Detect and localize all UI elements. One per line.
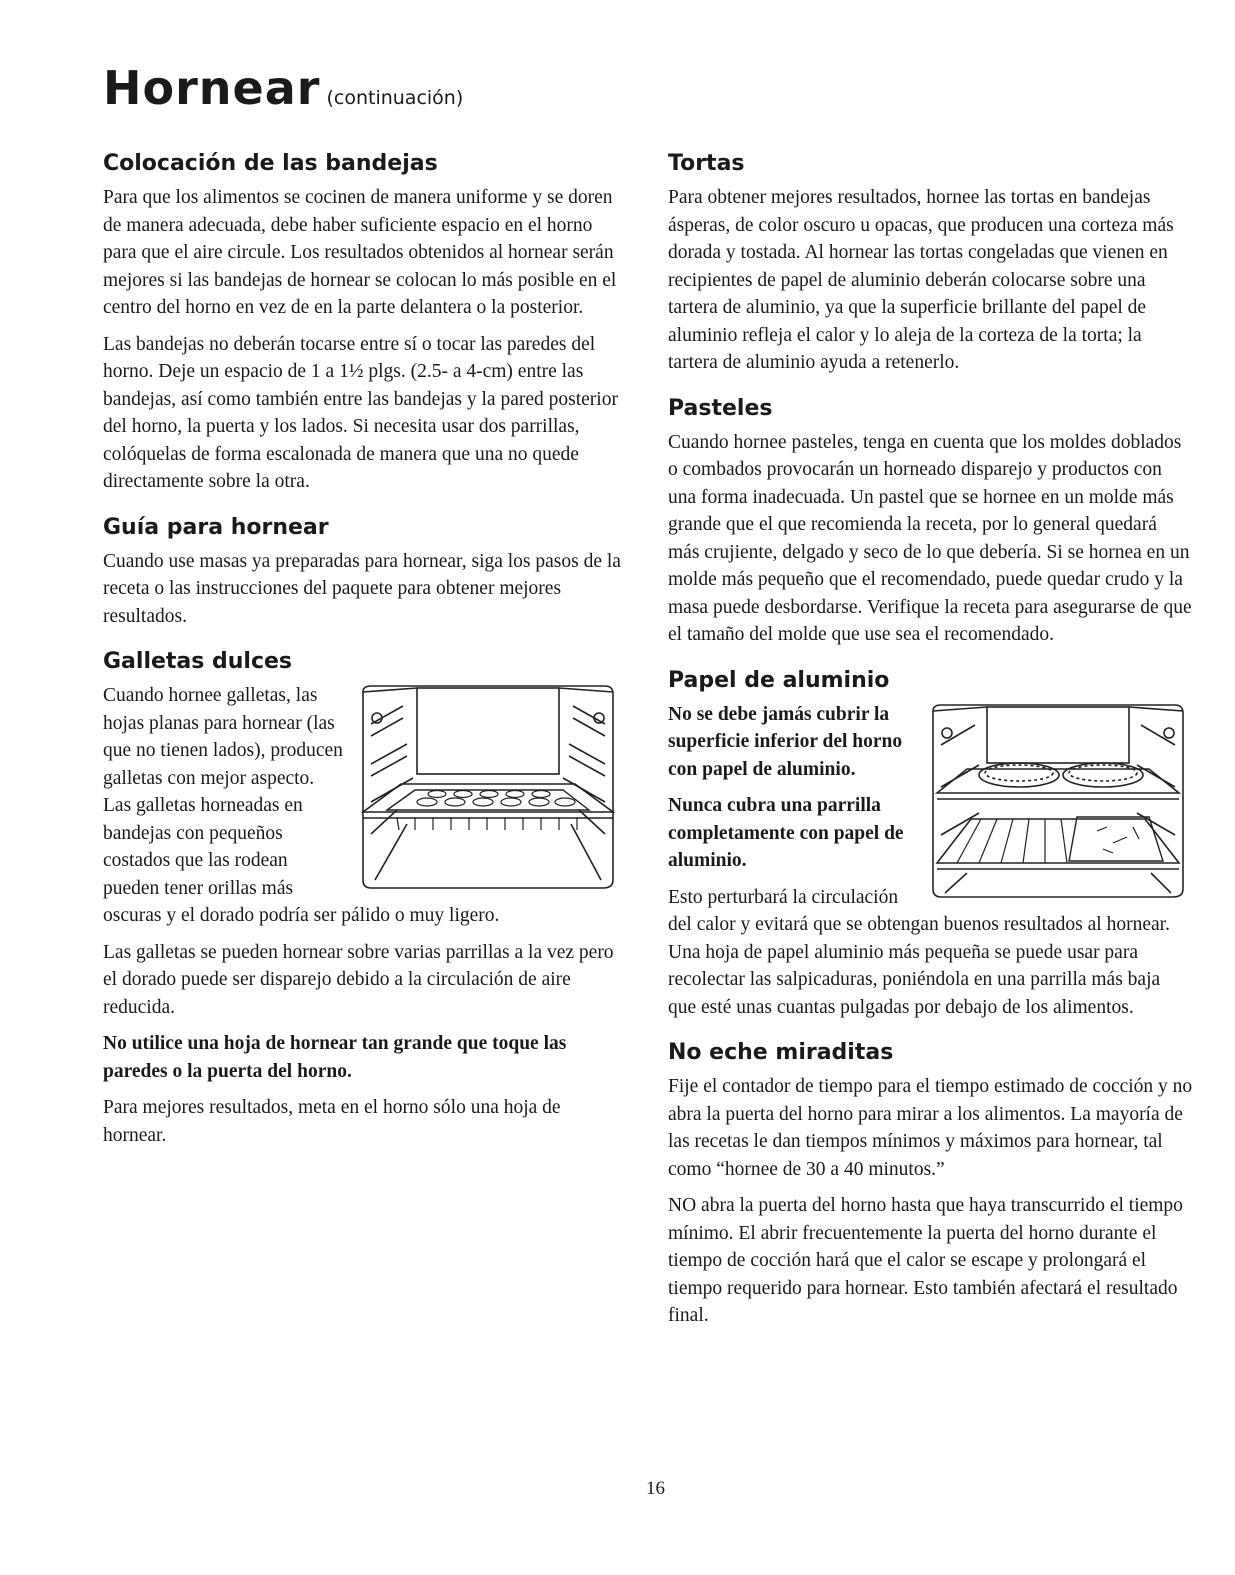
paragraph: Para que los alimentos se cocinen de manera uniforme y se doren de manera adecuada, debe haber suficiente espacio en el horno para que el aire circule. Los resultados obtenidos al hornear serán mejores si las bandejas de hornear se colocan lo más posible en el centro del horno en vez de en la parte delantera o la posterior. xyxy=(103,187,617,318)
page-number: 16 xyxy=(646,1478,665,1499)
heading-pasteles: Pasteles xyxy=(668,395,773,421)
paragraph: Cuando hornee pasteles, tenga en cuenta que los moldes doblados o combados provocarán un horneado disparejo y productos con una forma inadecuada. Un pastel que se hornee en un molde más grande que el que recomienda la receta, por lo general quedará más crujiente, delgado y seco de lo que debería. Si se hornea en un molde más pequeño que el recomendado, puede quedar crudo y la masa puede desbordarse. Verifique la receta para asegurarse de que el tamaño del molde que use sea el recomendado. xyxy=(668,431,1192,645)
oven-cookies-icon xyxy=(357,684,619,894)
page-title-text: Hornear xyxy=(103,61,321,115)
section-miraditas xyxy=(668,1039,1193,1330)
heading-galletas: Galletas dulces xyxy=(103,649,293,674)
section-guia xyxy=(103,514,623,631)
section-galletas xyxy=(103,648,623,1149)
warning-paragraph: No se debe jamás cubrir la superficie inferior del horno con papel de aluminio. xyxy=(668,703,903,780)
page-title xyxy=(103,58,463,128)
warning-paragraph: Nunca cubra una parrilla completamente con papel de aluminio. xyxy=(668,795,904,871)
heading-miraditas: No eche miraditas xyxy=(668,1040,894,1065)
warning-paragraph: No utilice una hoja de hornear tan grande que toque las paredes o la puerta del horno. xyxy=(103,1033,567,1082)
paragraph: Para obtener mejores resultados, hornee las tortas en bandejas ásperas, de color oscuro u opacas, que producen una corteza más dorada y tostada. Al hornear las tortas congeladas que vienen en recipientes de papel de aluminio deberán colocarse sobre una tartera de aluminio, ya que la superficie brillante del papel de aluminio refleja el calor y lo aleja de la corteza de la torta; la tartera de aluminio ayuda a retenerlo. xyxy=(668,187,1174,373)
aluminum-foil-oven-illustration xyxy=(927,703,1189,903)
page-subtitle: (continuación) xyxy=(326,87,464,109)
paragraph: Cuando hornee galletas, las hojas planas para hornear (las que no tienen lados), producen galletas con mejor aspecto. Las galletas horneadas en bandejas con pequeños costados que las rodean pueden tener orillas más oscuras y el dorado podría ser pálido o muy ligero. xyxy=(103,685,500,926)
paragraph: Para mejores resultados, meta en el horno sólo una hoja de hornear. xyxy=(103,1097,561,1146)
cookie-sheet-oven-illustration xyxy=(357,684,619,894)
paragraph: Las galletas se pueden hornear sobre varias parrillas a la vez pero el dorado puede ser disparejo debido a la circulación de aire reducida. xyxy=(103,941,614,1018)
section-tortas xyxy=(668,150,1193,377)
heading-guia: Guía para hornear xyxy=(103,514,329,540)
paragraph: Las bandejas no deberán tocarse entre sí o tocar las paredes del horno. Deje un espacio de 1 a 1½ plgs. (2.5- a 4-cm) entre las bandejas, así como también entre las bandejas y la pared posterior del horno, la puerta y los lados. Si necesita usar dos parrillas, colóquelas de forma escalonada de manera que una no quede directamente sobre la otra. xyxy=(103,333,618,492)
heading-colocacion: Colocación de las bandejas xyxy=(103,151,438,176)
paragraph: Cuando use masas ya preparadas para hornear, siga los pasos de la receta o las instrucciones del paquete para obtener mejores resultados. xyxy=(103,550,621,627)
paragraph: NO abra la puerta del horno hasta que haya transcurrido el tiempo mínimo. El abrir frecuentemente la puerta del horno durante el tiempo de cocción hará que el calor se escape y prolongará el tiempo requerido para hornear. Esto también afectará el resultado final. xyxy=(668,1195,1183,1326)
paragraph: Esto perturbará la circulación del calor y evitará que se obtengan buenos resultados al hornear. Una hoja de papel aluminio más pequeña se puede usar para recolectar las salpicaduras, poniéndola en una parrilla más baja que esté unas cuantas pulgadas por debajo de los alimentos. xyxy=(668,886,1170,1018)
section-pasteles xyxy=(668,395,1193,649)
right-column xyxy=(668,150,1193,1348)
oven-foil-icon xyxy=(927,703,1189,903)
heading-tortas: Tortas xyxy=(668,151,745,176)
section-colocacion xyxy=(103,150,623,496)
left-column xyxy=(103,150,623,1167)
heading-papel: Papel de aluminio xyxy=(668,667,890,693)
paragraph: Fije el contador de tiempo para el tiempo estimado de cocción y no abra la puerta del horno para mirar a los alimentos. La mayoría de las recetas le dan tiempos mínimos y máximos para hornear, tal como “hornee de 30 a 40 minutos.” xyxy=(668,1076,1193,1180)
section-papel xyxy=(668,667,1193,1022)
